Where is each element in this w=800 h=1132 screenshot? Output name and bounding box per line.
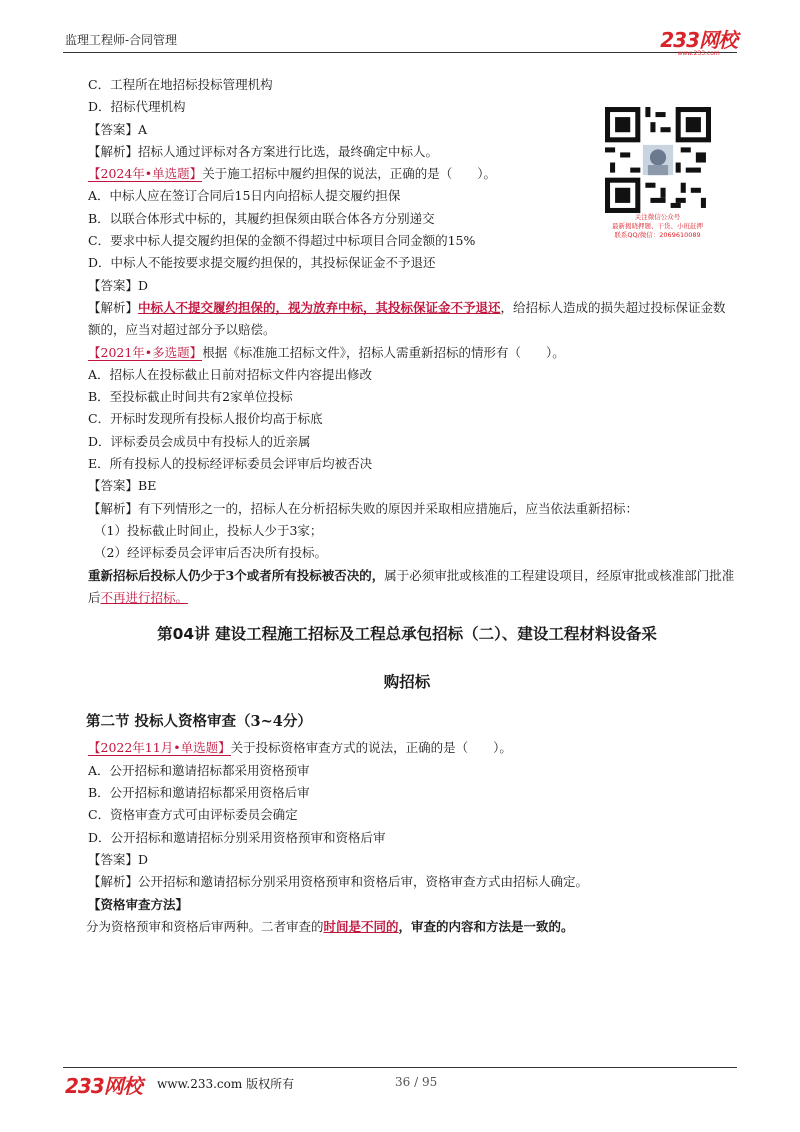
answer-line xyxy=(88,849,738,871)
option-b: B．公开招标和邀请招标都采用资格后审 xyxy=(88,785,310,801)
page-number: 36 / 95 xyxy=(395,1075,438,1089)
brand-logo xyxy=(660,24,737,57)
analysis-line xyxy=(88,498,738,520)
question-text: 关于施工招标中履约担保的说法，正确的是（ ）。 xyxy=(202,166,496,182)
answer-value: D xyxy=(138,851,149,867)
answer-label: 【答案】 xyxy=(88,478,139,494)
lecture-heading-line2: 购招标 xyxy=(383,673,431,692)
answer-line xyxy=(88,275,738,297)
analysis-line xyxy=(88,297,738,342)
option-c: C．要求中标人提交履约担保的金额不得超过中标项目合同金额的15% xyxy=(88,233,476,249)
question-stem xyxy=(88,342,738,364)
option-c: C．工程所在地招标投标管理机构 xyxy=(88,77,273,92)
method-paragraph xyxy=(86,916,738,938)
answer-line xyxy=(88,475,738,497)
analysis-text: 有下列情形之一的，招标人在分析招标失败的原因并采取相应措施后，应当依法重新招标： xyxy=(138,500,639,516)
section-heading: 第二节 投标人资格审查（3~4分） xyxy=(86,713,312,731)
note-text: 属于必须审批或核准的工程建设项目，经原审批或核准部门批准后 xyxy=(88,567,735,605)
list-item: （1）投标截止时间止，投标人少于3家； xyxy=(94,522,323,538)
answer-value: BE xyxy=(138,478,157,494)
method-emphasis: 时间是不同的 xyxy=(323,918,399,934)
qr-caption-2: 最新揭晓押题、干货、小班赶押 xyxy=(612,222,703,230)
logo-text: 233网校 xyxy=(660,28,737,52)
analysis-line xyxy=(88,141,738,163)
answer-label: 【答案】 xyxy=(88,121,139,137)
logo-url: www.233.com xyxy=(677,50,720,57)
footer-copyright: www.233.com 版权所有 xyxy=(157,1077,295,1091)
lecture-heading xyxy=(62,619,752,697)
page-content xyxy=(88,74,738,938)
analysis-label: 【解析】 xyxy=(88,874,139,890)
note-paragraph xyxy=(88,565,738,610)
option-d: D．评标委员会成员中有投标人的近亲属 xyxy=(88,433,311,449)
option-d: D．中标人不能按要求提交履约担保的，其投标保证金不予退还 xyxy=(88,255,436,271)
option-b: B．至投标截止时间共有2家单位投标 xyxy=(88,389,293,405)
option-b: B．以联合体形式中标的，其履约担保须由联合体各方分别递交 xyxy=(88,210,435,226)
question-text: 关于投标资格审查方式的说法，正确的是（ ）。 xyxy=(230,740,512,756)
analysis-emphasis: 中标人不提交履约担保的，视为放弃中标，其投标保证金不予退还 xyxy=(138,299,501,315)
lecture-heading-line1: 第04讲 建设工程施工招标及工程总承包招标（二）、建设工程材料设备采 xyxy=(157,625,657,644)
list-item: （2）经评标委员会评审后否决所有投标。 xyxy=(94,545,327,561)
answer-value: A xyxy=(138,121,148,137)
question-tag: 【2021年•多选题】 xyxy=(88,344,203,360)
page-header xyxy=(63,22,737,57)
qr-caption-1: 关注微信公众号 xyxy=(634,213,681,221)
analysis-label: 【解析】 xyxy=(88,143,139,159)
analysis-line xyxy=(88,871,738,893)
question-stem xyxy=(88,163,738,185)
analysis-label: 【解析】 xyxy=(88,500,139,516)
answer-value: D xyxy=(138,277,149,293)
option-a: A．招标人在投标截止日前对招标文件内容提出修改 xyxy=(88,366,373,382)
footer-logo: 233网校 xyxy=(65,1074,142,1098)
analysis-label: 【解析】 xyxy=(88,299,139,315)
option-d: D．公开招标和邀请招标分别采用资格预审和资格后审 xyxy=(88,829,386,845)
question-text: 根据《标准施工招标文件》，招标人需重新招标的情形有（ ）。 xyxy=(202,344,565,360)
option-a: A．中标人应在签订合同后15日内向招标人提交履约担保 xyxy=(88,188,401,204)
analysis-text: 公开招标和邀请招标分别采用资格预审和资格后审，资格审查方式由招标人确定。 xyxy=(138,874,589,890)
option-c: C．资格审查方式可由评标委员会确定 xyxy=(88,807,298,823)
option-d: D．招标代理机构 xyxy=(88,99,186,115)
question-stem xyxy=(88,737,738,759)
method-text-end: ，审查的内容和方法是一致的。 xyxy=(398,918,574,934)
qr-caption-3: 联系QQ/微信：2069610089 xyxy=(614,231,701,239)
question-tag: 【2022年11月•单选题】 xyxy=(88,740,231,756)
option-c: C．开标时发现所有投标人报价均高于标底 xyxy=(88,411,323,427)
answer-label: 【答案】 xyxy=(88,277,139,293)
method-title: 【资格审查方法】 xyxy=(88,896,189,912)
page-footer xyxy=(63,1067,737,1098)
answer-line xyxy=(88,119,738,141)
option-a: A．公开招标和邀请招标都采用资格预审 xyxy=(88,762,310,778)
answer-label: 【答案】 xyxy=(88,851,139,867)
question-tag: 【2024年•单选题】 xyxy=(88,166,203,182)
note-emphasis: 不再进行招标。 xyxy=(100,589,189,605)
analysis-text: ，给招标人造成的损失超过投标保证金数额的，应当对超过部分予以赔偿。 xyxy=(88,299,726,338)
option-e: E．所有投标人的投标经评标委员会评审后均被否决 xyxy=(88,456,373,472)
method-text: 分为资格预审和资格后审两种。二者审查的 xyxy=(86,918,324,934)
note-bold: 重新招标后投标人仍少于3个或者所有投标被否决的， xyxy=(88,567,385,583)
doc-title: 监理工程师-合同管理 xyxy=(65,33,178,47)
analysis-text: 招标人通过评标对各方案进行比选，最终确定中标人。 xyxy=(138,143,439,159)
